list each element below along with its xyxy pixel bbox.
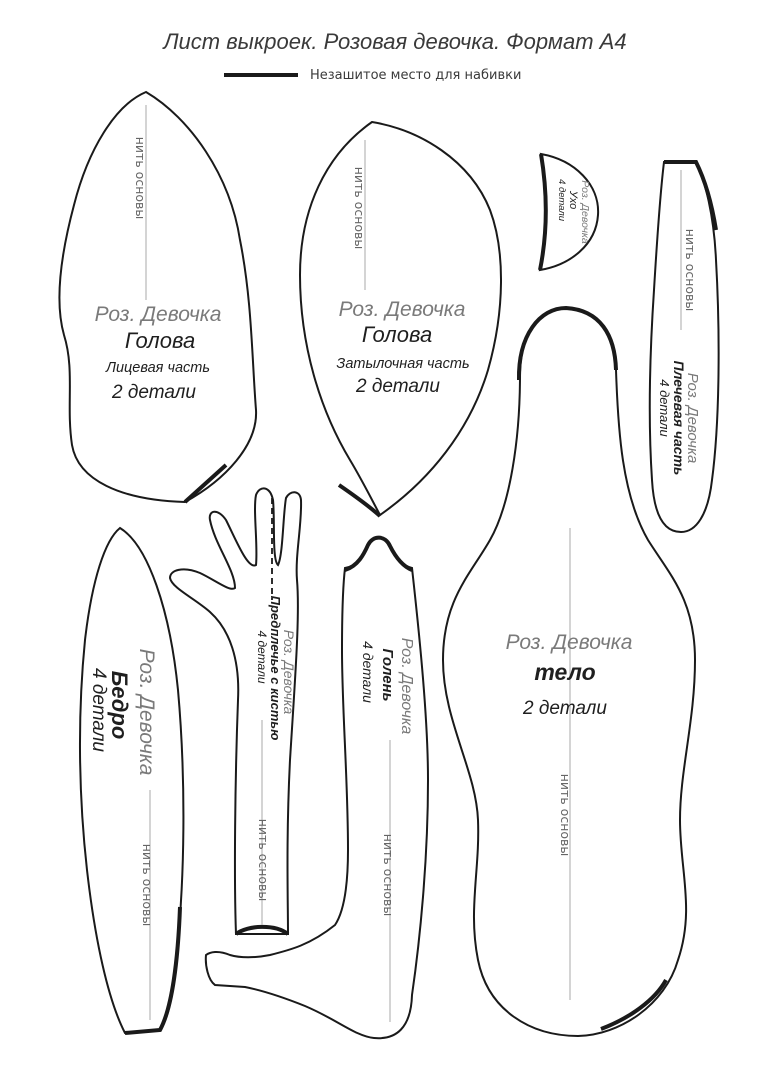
forearm-brand: Роз. Девочка	[281, 629, 297, 715]
head-face-brand: Роз. Девочка	[94, 303, 222, 326]
ear-opening-mark	[540, 154, 546, 270]
piece-ear	[540, 154, 598, 270]
shin-count: 4 детали	[360, 641, 376, 703]
piece-head-back	[300, 122, 501, 516]
upper-arm-name: Плечевая часть	[671, 360, 687, 476]
thigh-name: Бедро	[107, 670, 132, 740]
upper-arm-grain-label: нить основы	[683, 228, 698, 312]
piece-forearm	[170, 488, 301, 934]
head-face-count: 2 детали	[112, 382, 196, 403]
thigh-count: 4 детали	[88, 668, 109, 752]
thigh-outline	[80, 528, 183, 1033]
ear-name: Ухо	[567, 190, 579, 210]
head-back-count: 2 детали	[356, 376, 440, 397]
legend-text: Незашитое место для набивки	[310, 68, 522, 83]
piece-thigh	[80, 528, 183, 1033]
head-face-outline	[59, 92, 256, 502]
piece-head-face	[59, 92, 256, 502]
shin-name: Голень	[379, 648, 396, 702]
body-brand: Роз. Девочка	[505, 631, 633, 654]
page-title: Лист выкроек. Розовая девочка. Формат А4	[163, 29, 627, 54]
head-back-grain-label: нить основы	[352, 166, 367, 250]
forearm-grain-label: нить основы	[256, 818, 271, 902]
head-face-detail: Лицевая часть	[106, 360, 210, 376]
head-face-name: Голова	[124, 328, 196, 353]
body-count: 2 детали	[523, 698, 607, 719]
forearm-name: Предплечье с кистью	[268, 595, 283, 741]
head-back-detail: Затылочная часть	[336, 356, 470, 372]
upper-arm-count: 4 детали	[657, 379, 672, 437]
thigh-grain-label: нить основы	[140, 843, 155, 927]
shin-grain-label: нить основы	[381, 833, 396, 917]
body-grain-label: нить основы	[558, 773, 573, 857]
piece-upper-arm	[650, 162, 719, 532]
upper-arm-outline	[650, 162, 719, 532]
body-name: тело	[534, 659, 596, 685]
upper-arm-brand: Роз. Девочка	[684, 372, 701, 464]
head-back-name: Голова	[361, 322, 433, 347]
shin-brand: Роз. Девочка	[398, 637, 415, 735]
ear-brand: Роз. Девочка	[579, 180, 591, 244]
thigh-brand: Роз. Девочка	[135, 648, 158, 776]
head-back-brand: Роз. Девочка	[338, 298, 466, 321]
forearm-count: 4 детали	[255, 630, 269, 684]
head-face-grain-label: нить основы	[133, 136, 148, 220]
ear-count: 4 детали	[556, 179, 567, 221]
